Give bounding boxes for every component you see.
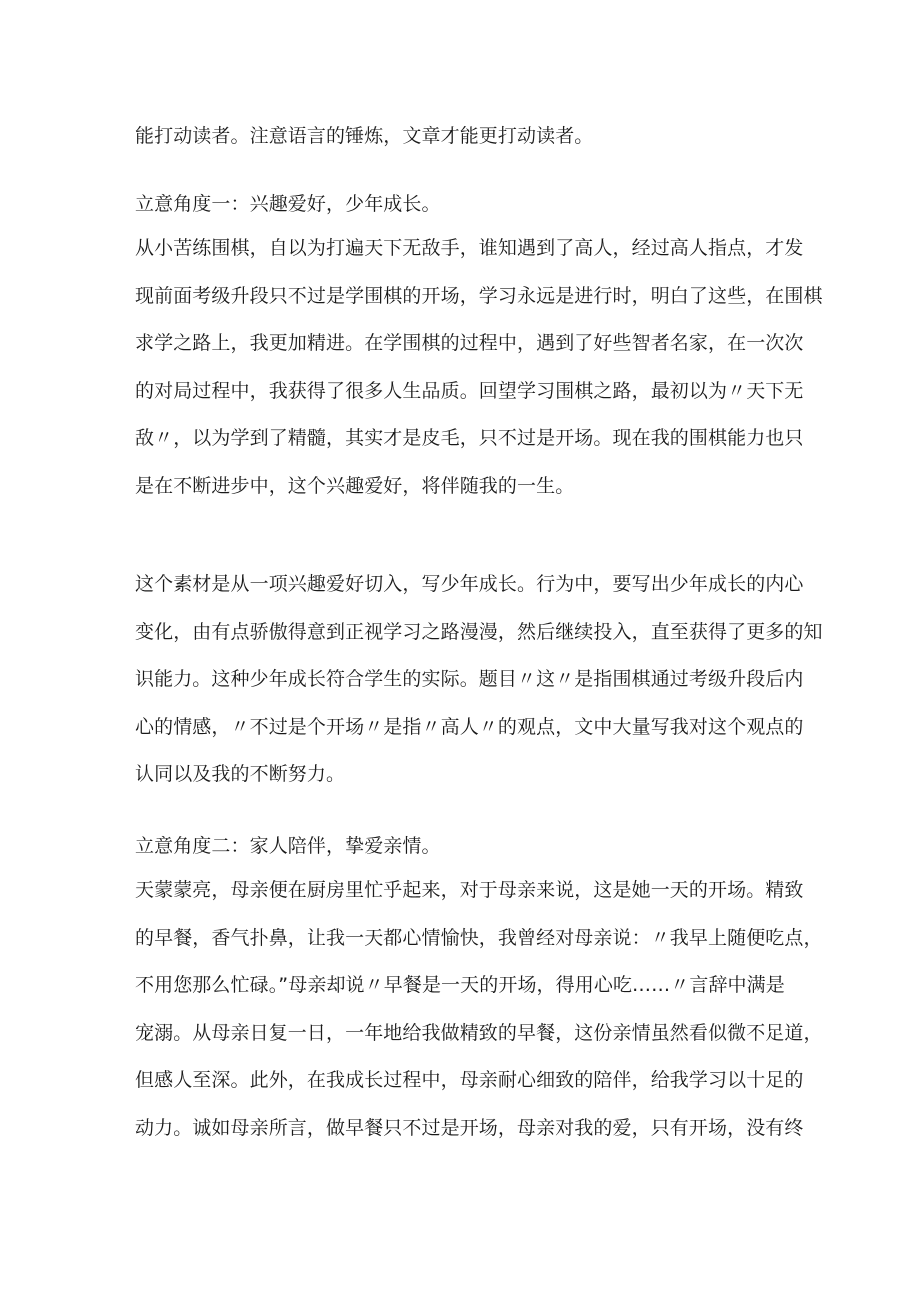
text-line: 能打动读者。注意语言的锤炼，文章才能更打动读者。 <box>135 125 594 147</box>
text-line: 从小苦练围棋，自以为打遍天下无敌手，谁知遇到了高人，经过高人指点，才发 <box>135 237 804 259</box>
text-line: 宠溺。从母亲日复一日，一年地给我做精致的早餐，这份亲情虽然看似微不足道， <box>135 1021 823 1044</box>
paragraph-mother-material <box>135 867 823 1153</box>
text-line: 天蒙蒙亮，母亲便在厨房里忙乎起来，对于母亲来说，这是她一天的开场。精致 <box>135 879 804 901</box>
paragraph-go-material <box>135 225 823 511</box>
text-line: 立意角度一：兴趣爱好，少年成长。 <box>135 193 441 215</box>
text-line: 的对局过程中，我获得了很多人生品质。回望学习围棋之路，最初以为〃天下无 <box>135 379 804 402</box>
text-line: 是在不断进步中，这个兴趣爱好，将伴随我的一生。 <box>135 474 575 497</box>
text-line: 的早餐，香气扑鼻，让我一天都心情愉快，我曾经对母亲说：〃我早上随便吃点， <box>135 926 823 949</box>
text-line: 这个素材是从一项兴趣爱好切入，写少年成长。行为中，要写出少年成长的内心 <box>135 573 804 595</box>
text-line: 但感人至深。此外，在我成长过程中，母亲耐心细致的陪伴，给我学习以十足的 <box>135 1069 804 1092</box>
text-line: 心的情感，〃不过是个开场〃是指〃高人〃的观点，文中大量写我对这个观点的 <box>135 715 804 738</box>
text-line: 识能力。这种少年成长符合学生的实际。题目〃这〃是指围棋通过考级升段后内 <box>135 668 804 691</box>
text-line: 现前面考级升段只不过是学围棋的开场，学习永远是进行时，明白了这些，在围棋 <box>135 284 823 307</box>
paragraph-material-analysis <box>135 561 823 799</box>
text-line: 认同以及我的不断努力。 <box>135 763 346 786</box>
text-line: 求学之路上，我更加精进。在学围棋的过程中，遇到了好些智者名家，在一次次 <box>135 332 804 355</box>
heading-angle-two <box>135 823 795 871</box>
paragraph-intro-end <box>135 113 795 161</box>
text-line: 变化，由有点骄傲得意到正视学习之路漫漫，然后继续投入，直至获得了更多的知 <box>135 620 823 643</box>
text-line: 不用您那么忙碌。”母亲却说〃早餐是一天的开场，得用心吃……〃言辞中满是 <box>135 974 785 997</box>
text-line: 立意角度二：家人陪伴，挚爱亲情。 <box>135 835 441 857</box>
text-line: 敌〃，以为学到了精髓，其实才是皮毛，只不过是开场。现在我的围棋能力也只 <box>135 427 804 450</box>
heading-angle-one <box>135 181 795 229</box>
text-line: 动力。诚如母亲所言，做早餐只不过是开场，母亲对我的爱，只有开场，没有终 <box>135 1116 804 1139</box>
